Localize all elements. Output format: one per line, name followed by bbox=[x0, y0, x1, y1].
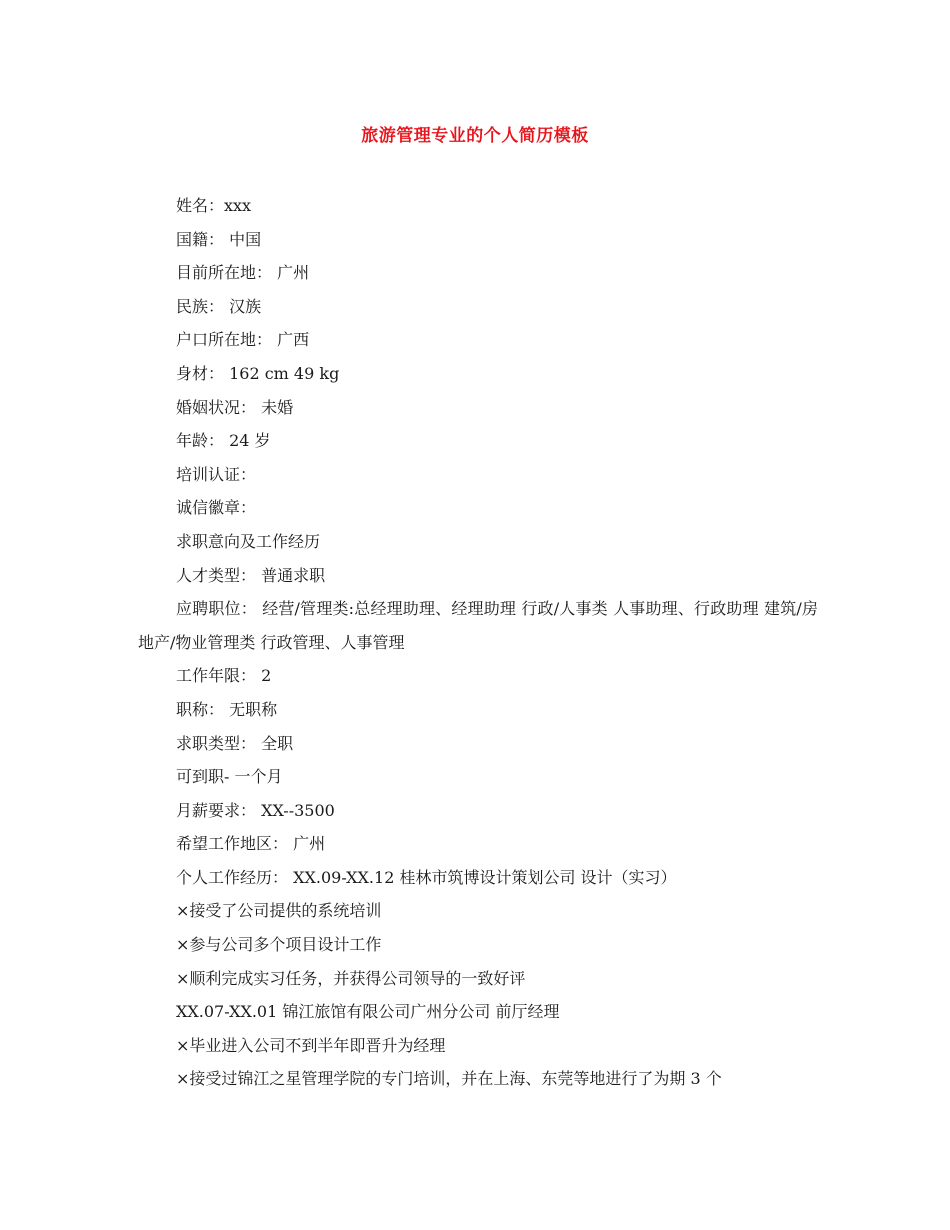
experience-bullet: ×接受过锦江之星管理学院的专门培训，并在上海、东莞等地进行了为期 3 个 bbox=[176, 1069, 722, 1089]
experience-entry: XX.07-XX.01 锦江旅馆有限公司广州分公司 前厅经理 bbox=[176, 1002, 560, 1022]
document-title: 旅游管理专业的个人简历模板 bbox=[361, 126, 589, 146]
field-salary-expectation: 月薪要求： XX--3500 bbox=[176, 800, 335, 820]
field-nationality: 国籍： 中国 bbox=[176, 229, 262, 249]
field-availability: 可到职- 一个月 bbox=[176, 767, 283, 787]
field-professional-title: 职称： 无职称 bbox=[176, 699, 278, 719]
resume-body bbox=[138, 189, 818, 1096]
section-heading-job-intention: 求职意向及工作经历 bbox=[176, 531, 321, 551]
experience-bullet: ×毕业进入公司不到半年即晋升为经理 bbox=[176, 1035, 446, 1055]
field-integrity-badge: 诚信徽章： bbox=[176, 498, 257, 518]
field-preferred-location: 希望工作地区： 广州 bbox=[176, 834, 326, 854]
field-household-registration: 户口所在地： 广西 bbox=[176, 330, 310, 350]
field-training-certification: 培训认证： bbox=[176, 464, 257, 484]
field-job-type: 求职类型： 全职 bbox=[176, 733, 294, 753]
field-body: 身材： 162 cm 49 kg bbox=[176, 363, 340, 383]
experience-bullet: ×参与公司多个项目设计工作 bbox=[176, 935, 382, 955]
field-work-experience: 个人工作经历： XX.09-XX.12 桂林市筑博设计策划公司 设计（实习） bbox=[176, 867, 677, 887]
field-ethnicity: 民族： 汉族 bbox=[176, 296, 262, 316]
experience-bullet: ×接受了公司提供的系统培训 bbox=[176, 901, 382, 921]
field-work-years: 工作年限： 2 bbox=[176, 666, 272, 686]
field-name: 姓名：xxx bbox=[176, 196, 252, 215]
field-age: 年龄： 24 岁 bbox=[176, 431, 271, 451]
field-marital-status: 婚姻状况： 未婚 bbox=[176, 397, 294, 417]
experience-bullet: ×顺利完成实习任务，并获得公司领导的一致好评 bbox=[176, 968, 526, 988]
field-talent-type: 人才类型： 普通求职 bbox=[176, 565, 326, 585]
field-applied-position: 应聘职位： 经营/管理类:总经理助理、经理助理 行政/人事类 人事助理、行政助理 建筑/房地产/物业管理类 行政管理、人事管理 bbox=[138, 599, 818, 652]
field-current-location: 目前所在地： 广州 bbox=[176, 263, 310, 283]
